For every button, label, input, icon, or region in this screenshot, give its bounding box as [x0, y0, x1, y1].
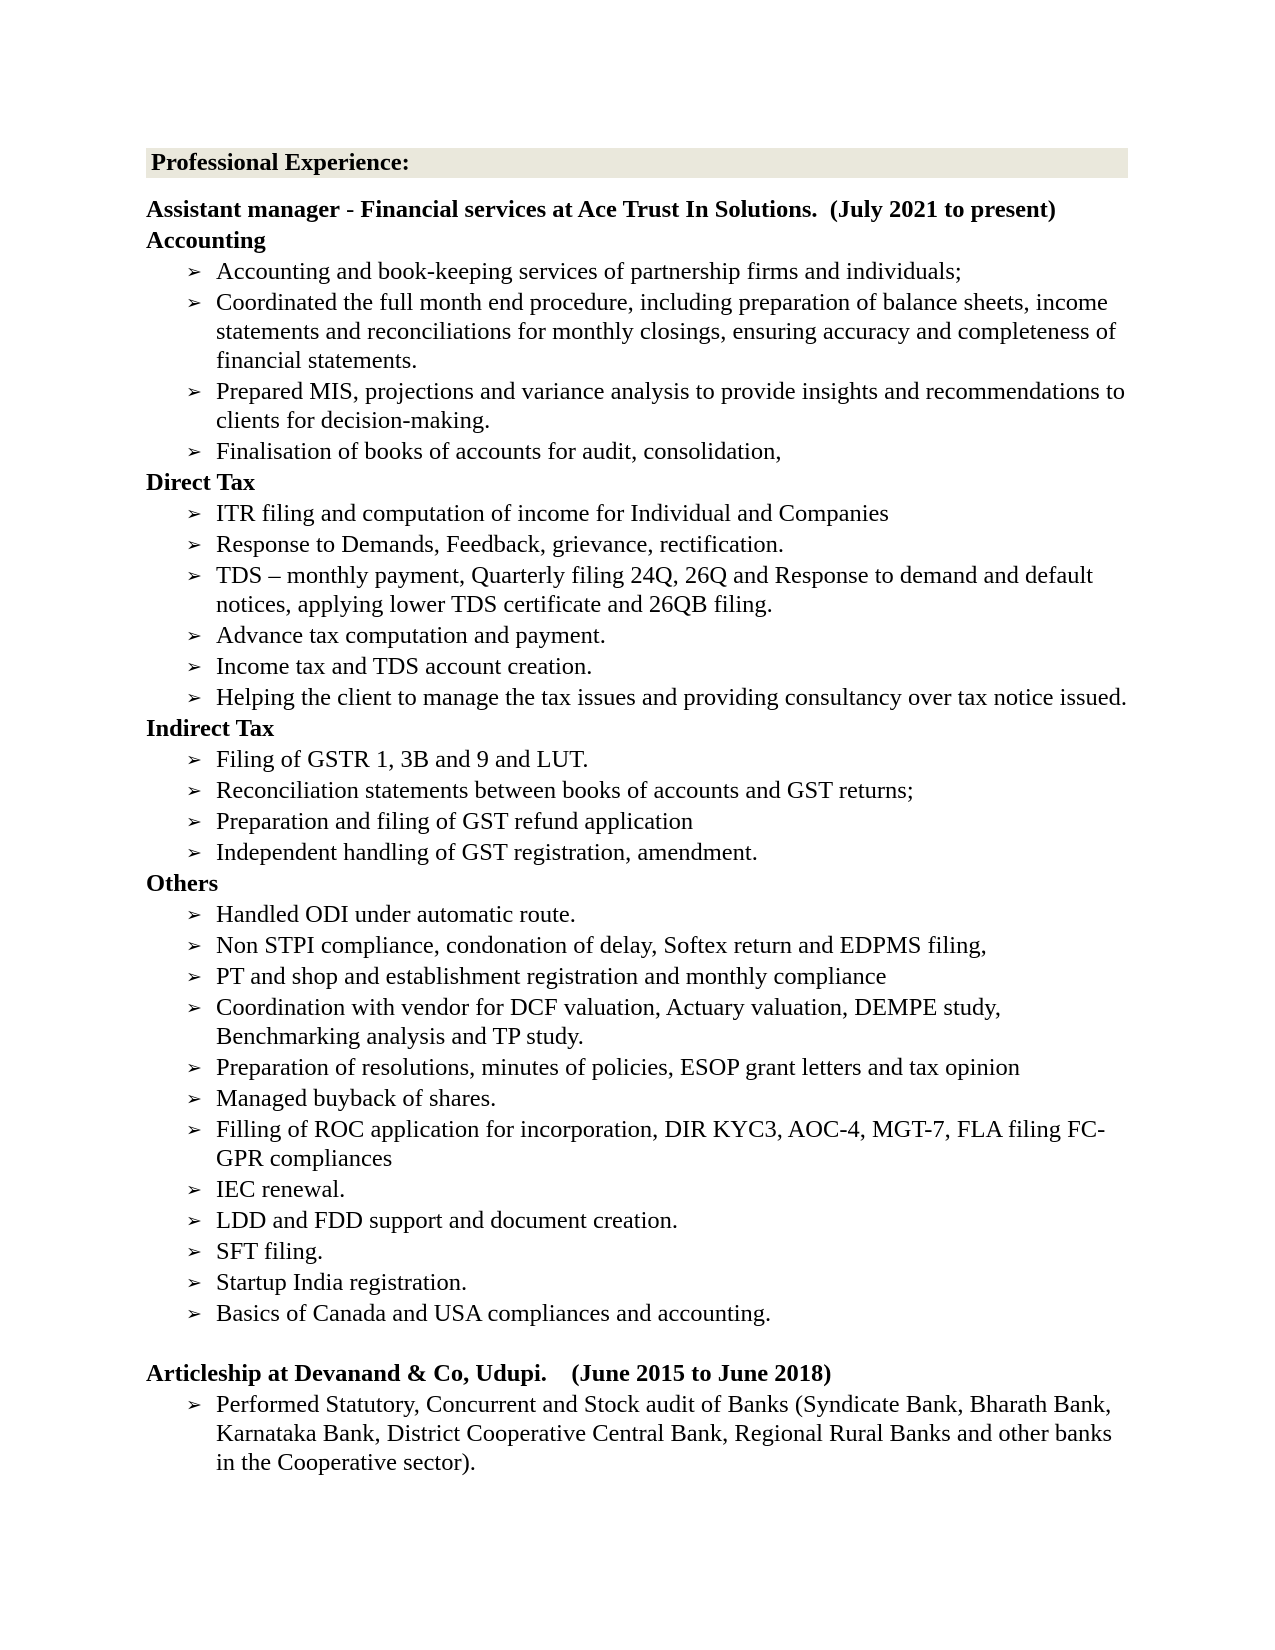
list-item-text: Performed Statutory, Concurrent and Stock audit of Banks (Syndicate Bank, Bharath Bank, Karnataka Bank, District Cooperative Central Bank, Regional Rural Banks and other banks in the Cooperative sector).: [216, 1391, 1113, 1476]
arrow-bullet-icon: ➢: [186, 1119, 202, 1141]
list-item: [146, 683, 1128, 712]
job-entry-articleship: [146, 1359, 1128, 1477]
arrow-bullet-icon: ➢: [186, 935, 202, 957]
list-item-text: Accounting and book-keeping services of partnership firms and individuals;: [216, 258, 962, 285]
arrow-bullet-icon: ➢: [186, 292, 202, 314]
list-item: [146, 530, 1128, 559]
list-item-text: Coordination with vendor for DCF valuation, Actuary valuation, DEMPE study, Benchmarking analysis and TP study.: [216, 994, 1002, 1050]
arrow-bullet-icon: ➢: [186, 625, 202, 647]
bullet-list-indirect-tax: [146, 745, 1128, 867]
list-item: [146, 931, 1128, 960]
arrow-bullet-icon: ➢: [186, 1088, 202, 1110]
list-item: [146, 1237, 1128, 1266]
arrow-bullet-icon: ➢: [186, 1241, 202, 1263]
list-item-text: Helping the client to manage the tax issues and providing consultancy over tax notice issued.: [216, 684, 1128, 711]
list-item: [146, 1390, 1128, 1477]
arrow-bullet-icon: ➢: [186, 1179, 202, 1201]
list-item-text: Finalisation of books of accounts for audit, consolidation,: [216, 438, 782, 465]
list-item: [146, 257, 1128, 286]
list-item: [146, 807, 1128, 836]
arrow-bullet-icon: ➢: [186, 441, 202, 463]
arrow-bullet-icon: ➢: [186, 780, 202, 802]
job-title: [146, 195, 1128, 225]
list-item-text: SFT filing.: [216, 1238, 324, 1265]
list-item: [146, 1115, 1128, 1173]
list-item-text: Filing of GSTR 1, 3B and 9 and LUT.: [216, 746, 589, 773]
list-item-text: Basics of Canada and USA compliances and accounting.: [216, 1300, 772, 1327]
arrow-bullet-icon: ➢: [186, 904, 202, 926]
list-item: [146, 993, 1128, 1051]
list-item: [146, 652, 1128, 681]
section-header-title: Professional Experience:: [151, 149, 410, 176]
list-item: [146, 499, 1128, 528]
arrow-bullet-icon: ➢: [186, 656, 202, 678]
bullet-list-accounting: [146, 257, 1128, 466]
list-item-text: Handled ODI under automatic route.: [216, 901, 576, 928]
list-item: [146, 1206, 1128, 1235]
list-item-text: LDD and FDD support and document creation.: [216, 1207, 678, 1234]
arrow-bullet-icon: ➢: [186, 842, 202, 864]
list-item: [146, 377, 1128, 435]
list-item-text: PT and shop and establishment registration and monthly compliance: [216, 963, 887, 990]
list-item-text: Response to Demands, Feedback, grievance, rectification.: [216, 531, 785, 558]
group-heading-accounting: Accounting: [146, 227, 266, 254]
list-item: [146, 621, 1128, 650]
group-heading-others: Others: [146, 870, 219, 897]
list-item-text: Preparation and filing of GST refund application: [216, 808, 694, 835]
list-item-text: Prepared MIS, projections and variance analysis to provide insights and recommendations to clients for decision-making.: [216, 378, 1126, 434]
list-item-text: Non STPI compliance, condonation of delay, Softex return and EDPMS filing,: [216, 932, 987, 959]
list-item: [146, 1268, 1128, 1297]
job-role: Assistant manager: [146, 196, 340, 223]
job-title-separator: -: [339, 196, 361, 223]
job-detail: Financial services at Ace Trust In Solutions. (July 2021 to present): [360, 196, 1056, 223]
list-item-text: Filling of ROC application for incorporation, DIR KYC3, AOC-4, MGT-7, FLA filing FC-GPR compliances: [216, 1116, 1106, 1172]
arrow-bullet-icon: ➢: [186, 1210, 202, 1232]
list-item: [146, 288, 1128, 375]
bullet-list-direct-tax: [146, 499, 1128, 712]
bullet-list-others: [146, 900, 1128, 1328]
list-item-text: Startup India registration.: [216, 1269, 468, 1296]
list-item: [146, 838, 1128, 867]
list-item: [146, 900, 1128, 929]
list-item: [146, 962, 1128, 991]
list-item: [146, 745, 1128, 774]
list-item-text: Reconciliation statements between books of accounts and GST returns;: [216, 777, 914, 804]
group-heading-direct-tax: Direct Tax: [146, 469, 256, 496]
arrow-bullet-icon: ➢: [186, 997, 202, 1019]
arrow-bullet-icon: ➢: [186, 811, 202, 833]
list-item: [146, 1084, 1128, 1113]
list-item-text: Coordinated the full month end procedure, including preparation of balance sheets, income statements and reconciliations for monthly closings, ensuring accuracy and completeness of financial statements.: [216, 289, 1117, 374]
list-item: [146, 1299, 1128, 1328]
list-item-text: TDS – monthly payment, Quarterly filing 24Q, 26Q and Response to demand and default notices, applying lower TDS certificate and 26QB filing.: [216, 562, 1094, 618]
list-item-text: Managed buyback of shares.: [216, 1085, 497, 1112]
list-item-text: Income tax and TDS account creation.: [216, 653, 593, 680]
list-item-text: ITR filing and computation of income for Individual and Companies: [216, 500, 889, 527]
arrow-bullet-icon: ➢: [186, 1303, 202, 1325]
list-item: [146, 561, 1128, 619]
list-item: [146, 1053, 1128, 1082]
arrow-bullet-icon: ➢: [186, 1057, 202, 1079]
arrow-bullet-icon: ➢: [186, 565, 202, 587]
list-item-text: Advance tax computation and payment.: [216, 622, 606, 649]
arrow-bullet-icon: ➢: [186, 1394, 202, 1416]
job-title: Articleship at Devanand & Co, Udupi. (June 2015 to June 2018): [146, 1360, 832, 1387]
list-item: [146, 776, 1128, 805]
list-item: [146, 437, 1128, 466]
group-heading-indirect-tax: Indirect Tax: [146, 715, 275, 742]
arrow-bullet-icon: ➢: [186, 261, 202, 283]
arrow-bullet-icon: ➢: [186, 503, 202, 525]
list-item-text: Preparation of resolutions, minutes of policies, ESOP grant letters and tax opinion: [216, 1054, 1021, 1081]
arrow-bullet-icon: ➢: [186, 687, 202, 709]
bullet-list-articleship: [146, 1390, 1128, 1477]
list-item: [146, 1175, 1128, 1204]
section-header-bar: [146, 148, 1128, 178]
arrow-bullet-icon: ➢: [186, 534, 202, 556]
list-item-text: IEC renewal.: [216, 1176, 346, 1203]
arrow-bullet-icon: ➢: [186, 966, 202, 988]
professional-experience-section: [146, 148, 1128, 1479]
arrow-bullet-icon: ➢: [186, 749, 202, 771]
job-entry-assistant-manager: [146, 195, 1128, 1328]
arrow-bullet-icon: ➢: [186, 381, 202, 403]
arrow-bullet-icon: ➢: [186, 1272, 202, 1294]
list-item-text: Independent handling of GST registration, amendment.: [216, 839, 758, 866]
